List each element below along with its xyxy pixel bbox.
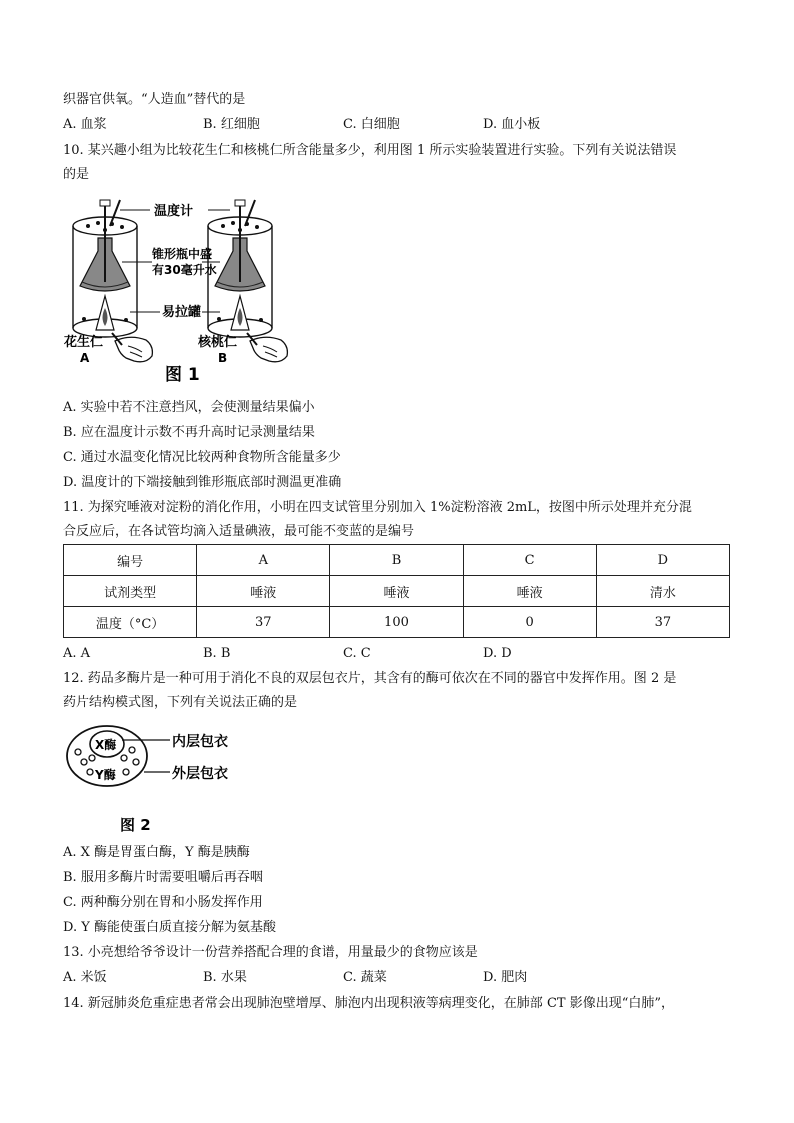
- table-cell: 编号: [64, 545, 197, 576]
- q12-option-d: D. Y 酶能使蛋白质直接分解为氨基酸: [63, 920, 276, 935]
- figure-1-caption: 图 1: [165, 365, 200, 385]
- table-cell: D: [596, 545, 729, 576]
- table-cell: 37: [197, 607, 330, 638]
- table-cell: 唾液: [330, 576, 463, 607]
- q11-option-d: D. D: [483, 646, 512, 661]
- q9-options: [63, 116, 733, 134]
- table-cell: 唾液: [463, 576, 596, 607]
- table-cell: B: [330, 545, 463, 576]
- label-b: B: [218, 351, 228, 365]
- q13-options: [63, 969, 733, 987]
- q14-stem: 14. 新冠肺炎危重症患者常会出现肺泡壁增厚、肺泡内出现积液等病理变化，在肺部 CT 影像出现“白肺”，: [63, 996, 674, 1011]
- figure-1-calorimeter: [60, 196, 310, 386]
- table-cell: 试剂类型: [64, 576, 197, 607]
- q13-option-a: A. 米饭: [63, 970, 107, 985]
- q9-stem-tail: 织器官供氧。“人造血”替代的是: [63, 92, 246, 107]
- q9-option-c: C. 白细胞: [343, 117, 400, 132]
- q10-option-c: C. 通过水温变化情况比较两种食物所含能量多少: [63, 450, 341, 465]
- table-cell: 0: [463, 607, 596, 638]
- table-row: [64, 607, 730, 638]
- q11-option-b: B. B: [203, 646, 231, 661]
- label-walnut: 核桃仁: [198, 335, 238, 350]
- q9-option-b: B. 红细胞: [203, 117, 260, 132]
- label-a: A: [80, 351, 90, 365]
- q11-stem-line1: 11. 为探究唾液对淀粉的消化作用，小明在四支试管里分别加入 1%淀粉溶液 2mL，按图中所示处理并充分混: [63, 500, 692, 515]
- q13-option-d: D. 肥肉: [483, 970, 528, 985]
- q9-option-a: A. 血浆: [63, 117, 107, 132]
- q13-stem: 13. 小亮想给爷爷设计一份营养搭配合理的食谱，用量最少的食物应该是: [63, 945, 478, 960]
- table-row: [64, 576, 730, 607]
- figure-2-caption: 图 2: [120, 816, 151, 834]
- label-y-enzyme: Y酶: [95, 768, 116, 782]
- label-flask-line1: 锥形瓶中盛: [152, 247, 213, 261]
- q12-stem-line2: 药片结构模式图，下列有关说法正确的是: [63, 695, 298, 710]
- table-cell: 清水: [596, 576, 729, 607]
- label-inner-coating: 内层包衣: [172, 734, 228, 750]
- hand-a: [115, 337, 152, 362]
- q12-option-a: A. X 酶是胃蛋白酶，Y 酶是胰酶: [63, 845, 250, 860]
- label-thermometer: 温度计: [154, 204, 194, 219]
- label-can: 易拉罐: [162, 305, 202, 320]
- q11-table: [63, 544, 730, 638]
- table-cell: 100: [330, 607, 463, 638]
- q10-option-b: B. 应在温度计示数不再升高时记录测量结果: [63, 425, 315, 440]
- table-cell: A: [197, 545, 330, 576]
- q12-option-c: C. 两种酶分别在胃和小肠发挥作用: [63, 895, 263, 910]
- q11-options: [63, 645, 733, 663]
- q13-option-c: C. 蔬菜: [343, 970, 387, 985]
- figure-2-enzyme-tablet: [62, 720, 262, 838]
- q11-option-a: A. A: [63, 646, 91, 661]
- table-cell: C: [463, 545, 596, 576]
- table-cell: 温度（°C）: [64, 607, 197, 638]
- table-cell: 唾液: [197, 576, 330, 607]
- q9-option-d: D. 血小板: [483, 117, 541, 132]
- label-flask-line2: 有30毫升水: [152, 263, 217, 277]
- q10-option-a: A. 实验中若不注意挡风，会使测量结果偏小: [63, 400, 315, 415]
- q10-stem-line2: 的是: [63, 167, 90, 182]
- label-outer-coating: 外层包衣: [172, 766, 228, 782]
- label-peanut: 花生仁: [64, 335, 104, 350]
- table-cell: 37: [596, 607, 729, 638]
- q11-option-c: C. C: [343, 646, 371, 661]
- q12-stem-line1: 12. 药品多酶片是一种可用于消化不良的双层包衣片，其含有的酶可依次在不同的器官中发挥作用。图 2 是: [63, 671, 677, 686]
- hand-b: [250, 337, 287, 362]
- q10-option-d: D. 温度计的下端接触到锥形瓶底部时测温更准确: [63, 475, 342, 490]
- q13-option-b: B. 水果: [203, 970, 247, 985]
- q12-option-b: B. 服用多酶片时需要咀嚼后再吞咽: [63, 870, 263, 885]
- q10-stem-line1: 10. 某兴趣小组为比较花生仁和核桃仁所含能量多少，利用图 1 所示实验装置进行实验。下列有关说法错误: [63, 143, 677, 158]
- q11-stem-line2: 合反应后，在各试管均滴入适量碘液，最可能不变蓝的是编号: [63, 524, 415, 539]
- label-x-enzyme: X酶: [95, 738, 117, 752]
- table-row: [64, 545, 730, 576]
